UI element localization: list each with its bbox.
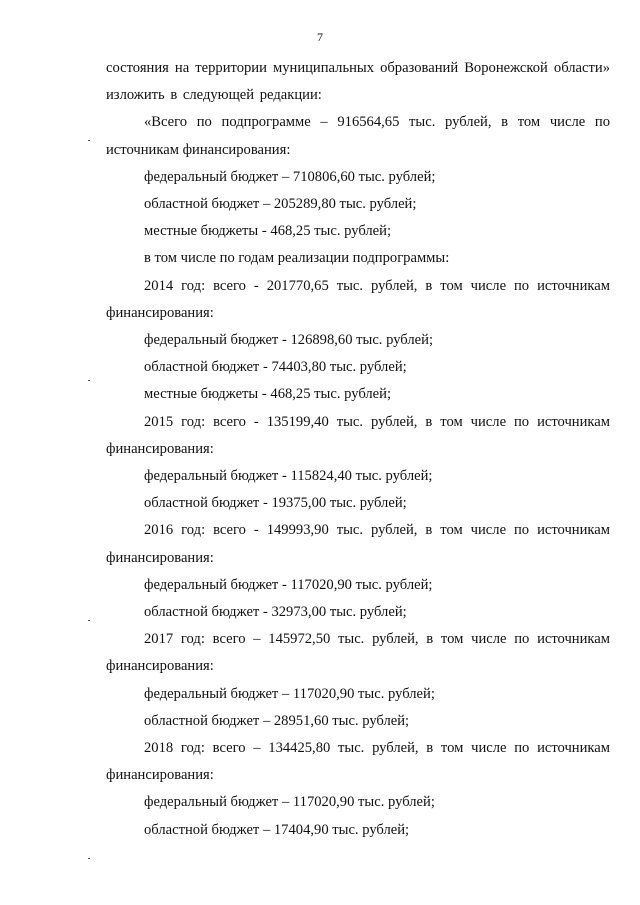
paragraph: областной бюджет – 28951,60 тыс. рублей; xyxy=(144,712,410,729)
paragraph: областной бюджет – 205289,80 тыс. рублей; xyxy=(144,196,417,213)
margin-mark xyxy=(88,140,90,141)
paragraph: «Всего по подпрограмме – 916564,65 тыс. рублей, в том числе по источникам финансирования: xyxy=(106,114,610,158)
document-body xyxy=(106,55,610,844)
paragraph: федеральный бюджет - 117020,90 тыс. рублей; xyxy=(144,576,433,593)
paragraph: 2018 год: всего – 134425,80 тыс. рублей, в том числе по источникам финансирования: xyxy=(106,740,610,784)
paragraph: федеральный бюджет - 115824,40 тыс. рублей; xyxy=(144,468,433,485)
margin-mark xyxy=(88,620,90,621)
paragraph: 2016 год: всего - 149993,90 тыс. рублей, в том числе по источникам финансирования: xyxy=(106,522,610,566)
margin-mark xyxy=(88,858,90,859)
paragraph: в том числе по годам реализации подпрограммы: xyxy=(144,250,450,267)
paragraph: 2014 год: всего - 201770,65 тыс. рублей, в том числе по источникам финансирования: xyxy=(106,277,610,321)
paragraph: 2017 год: всего – 145972,50 тыс. рублей, в том числе по источникам финансирования: xyxy=(106,631,610,675)
page-number: 7 xyxy=(317,30,323,44)
paragraph: областной бюджет – 17404,90 тыс. рублей; xyxy=(144,821,410,838)
margin-mark xyxy=(88,380,90,381)
paragraph: областной бюджет - 74403,80 тыс. рублей; xyxy=(144,359,407,376)
paragraph: областной бюджет - 19375,00 тыс. рублей; xyxy=(144,495,407,512)
paragraph: 2015 год: всего - 135199,40 тыс. рублей, в том числе по источникам финансирования: xyxy=(106,413,610,457)
paragraph: федеральный бюджет – 117020,90 тыс. рублей; xyxy=(144,794,435,811)
paragraph: местные бюджеты - 468,25 тыс. рублей; xyxy=(144,223,392,240)
paragraph: областной бюджет - 32973,00 тыс. рублей; xyxy=(144,604,407,621)
paragraph: федеральный бюджет - 126898,60 тыс. рублей; xyxy=(144,332,433,349)
paragraph: федеральный бюджет – 710806,60 тыс. рублей; xyxy=(144,168,436,185)
paragraph: федеральный бюджет – 117020,90 тыс. рублей; xyxy=(144,685,435,702)
paragraph: состояния на территории муниципальных образований Воронежской области» изложить в следующей редакции: xyxy=(106,60,610,104)
paragraph: местные бюджеты - 468,25 тыс. рублей; xyxy=(144,386,392,403)
